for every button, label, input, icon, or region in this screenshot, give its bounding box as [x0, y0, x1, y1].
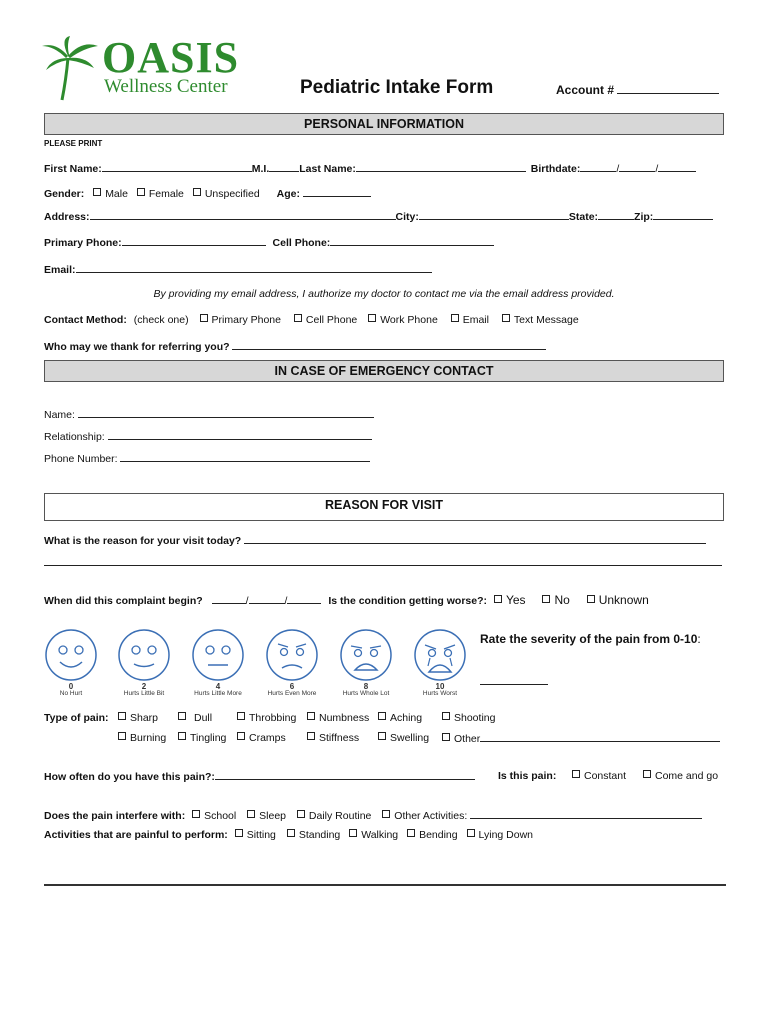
email-label: Email:	[44, 264, 76, 276]
option-label: Throbbing	[249, 712, 297, 724]
worse-option-yes[interactable]	[494, 593, 526, 607]
form-title: Pediatric Intake Form	[300, 77, 494, 98]
gender-option-unspecified[interactable]	[193, 188, 260, 200]
palm-tree-icon	[40, 36, 100, 102]
date-sep-3: /	[245, 595, 249, 607]
checkbox[interactable]	[572, 770, 580, 778]
gender-label: Gender:	[44, 188, 85, 200]
pain-type-other[interactable]	[442, 732, 720, 745]
checkbox[interactable]	[349, 829, 357, 837]
face-label-text: No Hurt	[59, 690, 83, 697]
face-number: 4	[215, 682, 221, 691]
city-label: City:	[395, 211, 419, 223]
pain-type-aching[interactable]	[378, 712, 422, 724]
checkbox[interactable]	[382, 810, 390, 818]
option-label: Come and go	[655, 770, 719, 782]
face-hurts-even-more-icon[interactable]	[265, 628, 319, 682]
email-row	[44, 263, 432, 276]
checkbox[interactable]	[192, 810, 200, 818]
personal-section-header: PERSONAL INFORMATION	[44, 113, 724, 135]
option-label: Unspecified	[204, 188, 260, 200]
option-label: Bending	[419, 829, 458, 841]
option-label: School	[204, 810, 237, 822]
checkbox[interactable]	[587, 595, 595, 603]
logo-sub-text: Wellness Center	[104, 76, 228, 97]
face-label-10	[412, 683, 468, 697]
email-consent-text: By providing my email address, I authorize my doctor to contact me via the email address provided.	[153, 288, 615, 300]
address-label: Address:	[44, 211, 90, 223]
pain-type-sharp[interactable]	[118, 712, 158, 724]
pain-type-tingling[interactable]	[178, 732, 226, 744]
checkbox[interactable]	[307, 732, 315, 740]
how-often-row	[44, 770, 475, 783]
address-field[interactable]	[90, 210, 396, 220]
reason-row	[44, 534, 706, 547]
pain-type-numbness[interactable]	[307, 712, 369, 724]
face-no-hurt-icon[interactable]	[44, 628, 98, 682]
how-often-field[interactable]	[215, 770, 475, 780]
option-label: Sharp	[130, 712, 159, 724]
option-label: Standing	[298, 829, 341, 841]
activity-walking[interactable]	[349, 829, 398, 841]
age-field[interactable]	[303, 187, 371, 197]
option-label: Constant	[584, 770, 627, 782]
option-label: Sitting	[246, 829, 276, 841]
checkbox[interactable]	[451, 314, 459, 322]
activity-bending[interactable]	[407, 829, 458, 841]
complaint-year-field[interactable]	[287, 594, 321, 604]
option-label: No	[554, 593, 570, 607]
checkbox[interactable]	[178, 732, 186, 740]
activity-standing[interactable]	[287, 829, 340, 841]
referral-row	[44, 340, 546, 353]
type-of-pain-label: Type of pain:	[44, 712, 109, 724]
pain-type-dull[interactable]	[178, 712, 212, 724]
visit-section-title: REASON FOR VISIT	[324, 498, 444, 512]
interfere-label: Does the pain interfere with:	[44, 810, 186, 822]
emergency-relationship-row	[44, 430, 372, 443]
date-sep-4: /	[284, 595, 288, 607]
city-field[interactable]	[419, 210, 569, 220]
state-field[interactable]	[598, 210, 634, 220]
cell-phone-field[interactable]	[330, 236, 494, 246]
referral-label: Who may we thank for referring you?	[44, 341, 230, 353]
emergency-name-row	[44, 408, 374, 421]
pain-constant-option[interactable]	[572, 770, 626, 782]
option-label: Tingling	[190, 732, 227, 744]
interfere-other-field[interactable]	[470, 809, 702, 819]
name-row	[44, 162, 696, 175]
contact-option-text-message[interactable]	[502, 314, 579, 326]
checkbox[interactable]	[237, 712, 245, 720]
checkbox[interactable]	[307, 712, 315, 720]
checkbox[interactable]	[502, 314, 510, 322]
checkbox[interactable]	[137, 188, 145, 196]
pain-type-shooting[interactable]	[442, 712, 495, 724]
face-label-0	[43, 683, 99, 697]
pain-type-swelling[interactable]	[378, 732, 429, 744]
emergency-section-header: IN CASE OF EMERGENCY CONTACT	[44, 360, 724, 382]
complaint-begin-label: When did this complaint begin?	[44, 595, 203, 607]
checkbox[interactable]	[237, 732, 245, 740]
face-label-2	[116, 683, 172, 697]
emergency-name-field[interactable]	[78, 408, 374, 418]
phone-row	[44, 236, 494, 249]
checkbox[interactable]	[297, 810, 305, 818]
option-label: Other Activities:	[394, 810, 468, 822]
face-number: 2	[141, 682, 147, 691]
pain-type-cramps[interactable]	[237, 732, 286, 744]
face-label-6	[264, 683, 320, 697]
option-label: Cramps	[249, 732, 286, 744]
birth-year-field[interactable]	[658, 162, 696, 172]
gender-option-male[interactable]	[93, 188, 128, 200]
zip-field[interactable]	[653, 210, 713, 220]
interfere-row	[44, 809, 702, 822]
reason-field-line-2[interactable]	[44, 565, 722, 566]
checkbox[interactable]	[200, 314, 208, 322]
face-number: 6	[289, 682, 295, 691]
face-label-text: Hurts Little More	[194, 690, 242, 697]
address-row	[44, 210, 713, 223]
birth-day-field[interactable]	[619, 162, 655, 172]
state-label: State:	[568, 211, 599, 223]
checkbox[interactable]	[368, 314, 376, 322]
worse-label: Is the condition getting worse?:	[328, 595, 488, 607]
rate-colon: :	[697, 632, 701, 646]
check-one-text: (check one)	[133, 314, 189, 326]
pain-come-and-go-option[interactable]	[643, 770, 718, 782]
emergency-phone-row	[44, 452, 370, 465]
interfere-sleep[interactable]	[247, 810, 286, 822]
mi-label: M.I.	[251, 163, 270, 175]
activity-sitting[interactable]	[235, 829, 276, 841]
checkbox[interactable]	[378, 712, 386, 720]
checkbox[interactable]	[93, 188, 101, 196]
option-label: Email	[462, 314, 489, 326]
face-label-text: Hurts Worst	[422, 690, 458, 697]
worse-option-unknown[interactable]	[587, 593, 649, 607]
checkbox[interactable]	[178, 712, 186, 720]
face-label-4	[190, 683, 246, 697]
complaint-month-field[interactable]	[212, 594, 246, 604]
referral-field[interactable]	[232, 340, 546, 350]
option-label: Walking	[361, 829, 399, 841]
face-number: 10	[435, 682, 445, 691]
account-label-text: Account #	[556, 83, 615, 97]
cell-phone-label: Cell Phone:	[272, 237, 331, 249]
contact-option-primary-phone[interactable]	[200, 314, 281, 326]
emergency-phone-label: Phone Number:	[44, 453, 118, 465]
contact-option-email[interactable]	[451, 314, 489, 326]
option-label: Text Message	[513, 314, 579, 326]
checkbox[interactable]	[467, 829, 475, 837]
checkbox[interactable]	[193, 188, 201, 196]
account-label	[556, 83, 719, 97]
interfere-other[interactable]	[382, 810, 467, 822]
visit-section-header	[44, 493, 724, 521]
face-hurts-whole-lot-icon[interactable]	[339, 628, 393, 682]
pain-type-burning[interactable]	[118, 732, 166, 744]
checkbox[interactable]	[247, 810, 255, 818]
account-field[interactable]	[617, 84, 719, 94]
option-label: Burning	[130, 732, 167, 744]
option-label: Dull	[194, 712, 213, 724]
footer-divider	[44, 884, 726, 886]
checkbox[interactable]	[235, 829, 243, 837]
reason-label: What is the reason for your visit today?	[44, 535, 242, 547]
age-label: Age:	[276, 188, 300, 200]
emergency-phone-field[interactable]	[120, 452, 370, 462]
option-label: Aching	[390, 712, 423, 724]
face-hurts-worst-icon[interactable]	[413, 628, 467, 682]
activities-row	[44, 829, 533, 841]
complaint-day-field[interactable]	[249, 594, 285, 604]
contact-method-label: Contact Method:	[44, 314, 127, 326]
interfere-daily-routine[interactable]	[297, 810, 371, 822]
checkbox[interactable]	[118, 712, 126, 720]
mi-field[interactable]	[269, 162, 299, 172]
option-label: Unknown	[598, 593, 649, 607]
option-label: Lying Down	[478, 829, 534, 841]
checkbox[interactable]	[378, 732, 386, 740]
pain-type-throbbing[interactable]	[237, 712, 296, 724]
logo-main-text: OASIS	[102, 33, 240, 82]
option-label: Cell Phone	[305, 314, 358, 326]
emergency-name-label: Name:	[44, 409, 75, 421]
option-label: Swelling	[390, 732, 430, 744]
option-label: Shooting	[454, 712, 496, 724]
face-number: 0	[68, 682, 74, 691]
date-sep-1: /	[616, 163, 620, 175]
face-hurts-little-more-icon[interactable]	[191, 628, 245, 682]
option-label: Stiffness	[319, 732, 360, 744]
option-label: Numbness	[319, 712, 370, 724]
option-label: Male	[105, 188, 128, 200]
activity-lying-down[interactable]	[467, 829, 533, 841]
last-name-label: Last Name:	[299, 163, 356, 175]
face-hurts-little-bit-icon[interactable]	[117, 628, 171, 682]
option-label: Female	[148, 188, 184, 200]
option-label: Other	[454, 733, 481, 745]
first-name-field[interactable]	[102, 162, 252, 172]
gender-row	[44, 187, 371, 200]
primary-phone-field[interactable]	[122, 236, 266, 246]
birth-month-field[interactable]	[580, 162, 616, 172]
interfere-school[interactable]	[192, 810, 236, 822]
emergency-relationship-label: Relationship:	[44, 431, 105, 443]
primary-phone-label: Primary Phone:	[44, 237, 122, 249]
checkbox[interactable]	[494, 595, 502, 603]
first-name-label: First Name:	[44, 163, 102, 175]
checkbox[interactable]	[294, 314, 302, 322]
activities-label: Activities that are painful to perform:	[44, 829, 228, 841]
is-this-pain-label: Is this pain:	[498, 770, 557, 782]
checkbox[interactable]	[287, 829, 295, 837]
contact-option-work-phone[interactable]	[368, 314, 438, 326]
how-often-label: How often do you have this pain?:	[44, 771, 215, 783]
checkbox[interactable]	[118, 732, 126, 740]
checkbox[interactable]	[407, 829, 415, 837]
emergency-relationship-field[interactable]	[108, 430, 372, 440]
option-label: Sleep	[259, 810, 286, 822]
option-label: Yes	[505, 593, 526, 607]
please-print: PLEASE PRINT	[44, 139, 103, 148]
reason-field[interactable]	[244, 534, 706, 544]
option-label: Work Phone	[380, 314, 438, 326]
pain-type-stiffness[interactable]	[307, 732, 359, 744]
option-label: Daily Routine	[308, 810, 372, 822]
checkbox[interactable]	[643, 770, 651, 778]
face-label-8	[338, 683, 394, 697]
severity-field[interactable]	[480, 675, 548, 685]
face-number: 8	[363, 682, 369, 691]
pain-other-field[interactable]	[480, 732, 720, 742]
option-label: Primary Phone	[211, 314, 281, 326]
date-sep-2: /	[655, 163, 659, 175]
face-label-text: Hurts Even More	[267, 690, 317, 697]
gender-option-female[interactable]	[137, 188, 184, 200]
worse-option-no[interactable]	[542, 593, 569, 607]
contact-option-cell-phone[interactable]	[294, 314, 357, 326]
checkbox[interactable]	[442, 733, 450, 741]
complaint-row	[44, 593, 649, 607]
contact-method-row	[44, 314, 579, 326]
email-field[interactable]	[76, 263, 432, 273]
face-label-text: Hurts Whole Lot	[342, 690, 390, 697]
logo	[40, 33, 290, 102]
rate-severity	[480, 632, 701, 646]
face-label-text: Hurts Little Bit	[123, 690, 165, 697]
checkbox[interactable]	[542, 595, 550, 603]
birthdate-label: Birthdate:	[530, 163, 581, 175]
zip-label: Zip:	[634, 211, 654, 223]
last-name-field[interactable]	[356, 162, 526, 172]
checkbox[interactable]	[442, 712, 450, 720]
rate-severity-label: Rate the severity of the pain from 0-10	[480, 632, 698, 646]
